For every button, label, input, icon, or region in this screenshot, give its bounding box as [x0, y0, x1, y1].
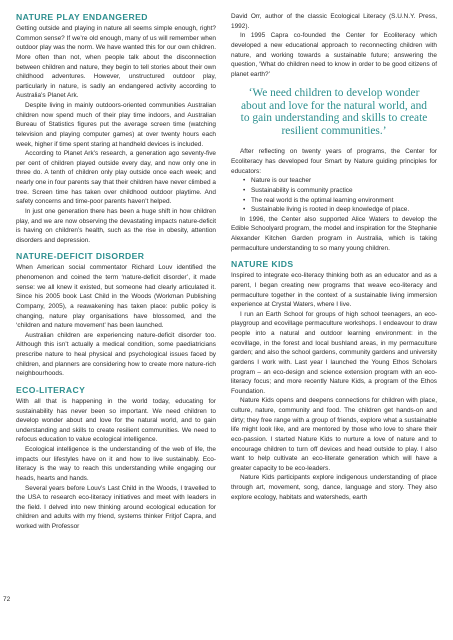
paragraph: Nature Kids participants explore indigenous understanding of place through art, movement, song, dance, language and story. They also explore ecology, habitats and watersheds, earth [231, 474, 437, 501]
principles-list [243, 176, 437, 215]
page-number: 72 [3, 596, 11, 603]
paragraph: Several years before Louv’s Last Child in the Woods, I travelled to the USA to research eco-literacy initiatives and meet with leaders in the field. I delved into new thinking around ecological education for children and adults with my friend, systems thinker Fritjof Capra, and worked with Professor [16, 484, 216, 530]
list-item: • Sustainability is community practice [243, 186, 437, 196]
paragraph: In just one generation there has been a huge shift in how children play, and we are now observing the devastating impacts nature-deficit is having on children’s health, such as the rise in obesity, attention disorders and depression. [16, 207, 216, 244]
list-item: • Nature is our teacher [243, 176, 437, 186]
section-nature-kids [231, 259, 437, 502]
section-nature-play [16, 12, 216, 245]
list-item: • Sustainable living is rooted in deep knowledge of place. [243, 205, 437, 215]
pull-quote: ‘We need children to develop wonder about and love for the natural world, and to gain understanding and skills to create resilient communities.’ [240, 87, 428, 137]
paragraph: Despite living in mainly outdoors-oriented communities Australian children now spend much of their play time indoors, and Australian Bureau of Statistics figures put the average screen time (watching television and playing computer games) at over twenty hours each week, higher if time spent staring at handheld devices is included. [16, 102, 216, 148]
paragraph: In 1995 Capra co-founded the Center for Ecoliteracy which developed a new educational approach to reconnecting children with nature, and working towards a sustainable future; answering the question, ‘What do children need to know in order to be good citizens of planet earth?’ [231, 32, 437, 78]
paragraph: I run an Earth School for groups of high school teenagers, an eco-playgroup and ecovillage permaculture workshops. I endeavour to draw people into a natural and outdoor learning environment: in the ecovillage, in the forest and local bushland areas, in my permaculture garden; and also the school gardens, community gardens and university gardens I work with. Last year I launched the Young Ethos Scholars program – an eco-design and science extension program with an eco-literacy focus; and more recently Nature Kids, a program of the Ethos Foundation. [231, 310, 437, 395]
paragraph: Australian children are experiencing nature-deficit disorder too. Although this isn’t actually a medical condition, some paediatricians prescribe nature to heal physical and psychological issues faced by children, and planners are considering how to create more nature-rich neighbourhoods. [16, 331, 216, 378]
left-column [16, 12, 216, 538]
paragraph: With all that is happening in the world today, educating for sustainability has never been so important. We need children to develop wonder about and love for the natural world, and to gain understanding and skills to create resilient communities. We need to refocus education to value ecological intelligence. [16, 397, 216, 444]
paragraph: Getting outside and playing in nature all seems simple enough, right? Common sense? If we’re old enough, many of us will remember when outdoor play was the norm. We have wanted this for our own children. More often than not, when people talk about the disconnection between children and nature, they begin to tell stories about their own childhood adventures. However, unstructured outdoor play, particularly in nature, is sadly an endangered activity according to Australia’s Planet Ark. [16, 25, 216, 100]
section-nature-deficit [16, 251, 216, 379]
right-column [231, 12, 437, 508]
paragraph: Nature Kids opens and deepens connections for children with place, culture, nature, community and food. The children get hands-on and dirty; they free range with a group of friends, explore what a sustainable life might look like, and are mentored by those who love to share their eco-passion. I started Nature Kids to nurture a love of nature and to encourage children to turn off devices and head outside to play. I also want to help cultivate an eco-literate generation which will have a greater capacity to be eco-leaders. [231, 397, 437, 472]
section-heading: NATURE-DEFICIT DISORDER [16, 251, 145, 262]
paragraph: In 1996, the Center also supported Alice Waters to develop the Edible Schoolyard program, the model and inspiration for the Stephanie Alexander Kitchen Garden program in Australia, which is taking permaculture understanding to so many young children. [231, 215, 437, 252]
paragraph: David Orr, author of the classic Ecological Literacy (S.U.N.Y. Press, 1992). [231, 13, 437, 30]
section-eco-literacy [16, 385, 216, 532]
list-item: • The real world is the optimal learning environment [243, 196, 437, 206]
section-heading: NATURE KIDS [231, 259, 294, 270]
paragraph: When American social commentator Richard Louv identified the phenomenon and coined the term ‘nature-deficit disorder’, it made sense: we all knew it existed, but someone had clearly articulated it. Since his 2005 book Last Child in the Woods (Workman Publishing Company, 2005), a reawakening has taken place: public policy is changing, nature play organisations have blossomed, and the ‘children and nature movement’ has been launched. [16, 264, 216, 330]
paragraph: According to Planet Ark’s research, a generation ago seventy-five per cent of children played outside every day, and now only one in three do. A tenth of children only play outside once each week; and nearly one in four parents say that their children have never climbed a tree. Screen time has taken over childhood outdoor playtime. And safety concerns and time-poor parents haven’t helped. [16, 150, 216, 206]
paragraph: Ecological intelligence is the understanding of the web of life, the impacts our lifestyles have on it and how to live sustainably. Eco-literacy is the way to reach this understanding while engaging our heads, hearts and hands. [16, 446, 216, 482]
section-heading: NATURE PLAY ENDANGERED [16, 12, 148, 22]
section-heading: ECO-LITERACY [16, 384, 86, 395]
paragraph: After reflecting on twenty years of programs, the Center for Ecoliteracy has developed four Smart by Nature guiding principles for educators: [231, 148, 437, 175]
paragraph: Inspired to integrate eco-literacy thinking both as an educator and as a parent, I began creating new programs that weave eco-literacy and permaculture together in the context of a sustainable living immersion experience at Crystal Waters, where I live. [231, 272, 437, 309]
